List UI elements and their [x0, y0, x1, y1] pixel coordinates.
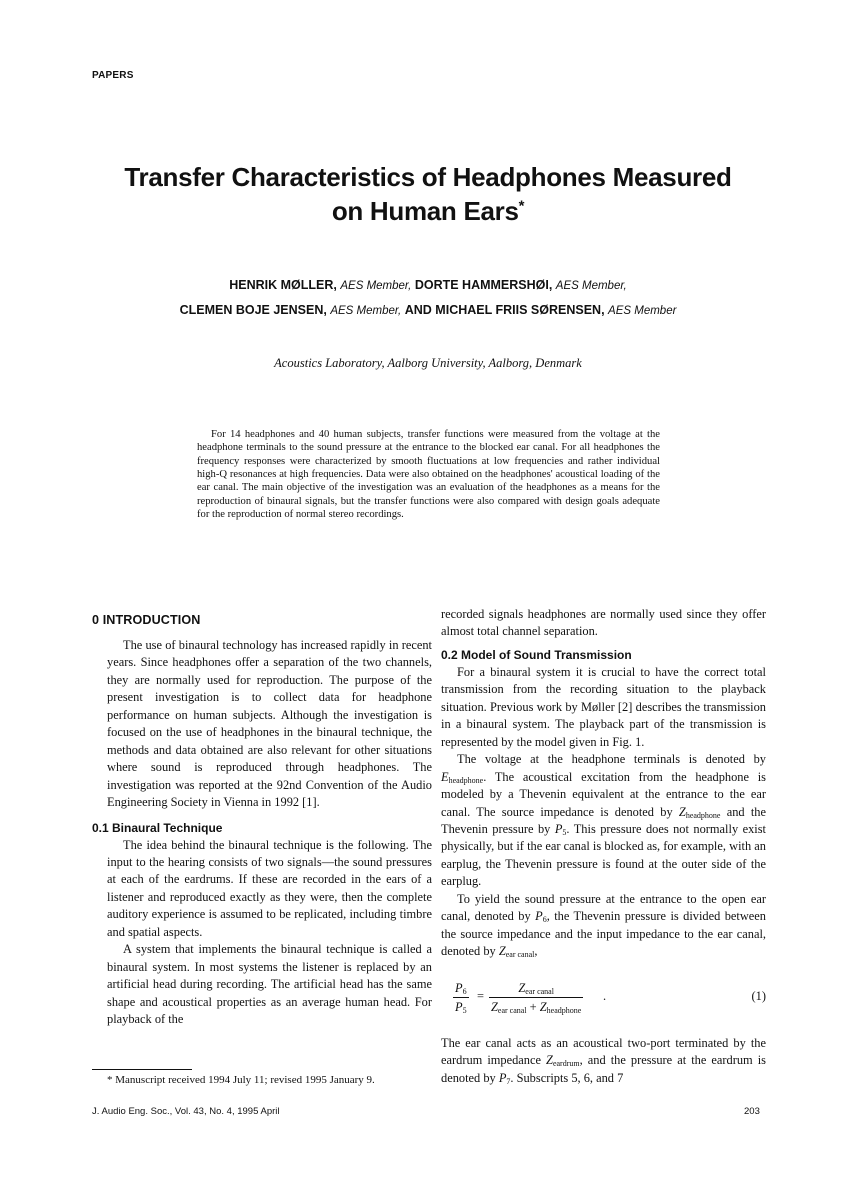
author-membership: AES Member,	[555, 280, 627, 292]
author-membership: AES Member	[608, 305, 677, 317]
paper-title	[60, 160, 796, 228]
math-Z: Z	[546, 1053, 553, 1068]
author-name: HENRIK MØLLER,	[229, 278, 337, 292]
equation-rhs-fraction: $Z_{ear canal}$ $Z_{ear canal} + Z_{headphone}$	[491, 980, 582, 1015]
journal-citation: J. Audio Eng. Soc., Vol. 43, No. 4, 1995 April	[92, 1106, 280, 1117]
math-E: E	[441, 769, 449, 784]
right-column	[441, 606, 766, 1087]
section-heading-introduction: 0 INTRODUCTION	[92, 613, 201, 627]
binaural-paragraph-2: A system that implements the binaural technique is called a binaural system. In most systems the listener is replaced by an artificial head during recording. The artificial head has the same shape and acoustical properties as an average human head. For playback of the	[107, 942, 432, 1027]
math-Z: Z	[678, 804, 686, 819]
equation-1	[441, 971, 766, 1025]
binaural-paragraph-1: The idea behind the binaural technique is the following. The input to the hearing consists of two signals—the sound pressures at each of the eardrums. If these are recorded in the ears of a listener and reproduced exactly as they were, then the complete auditory experience is assumed to be replicated, including timbre and spatial aspects.	[107, 837, 432, 939]
author-name: AND MICHAEL FRIIS SØRENSEN,	[404, 303, 605, 317]
intro-paragraph: The use of binaural technology has increased rapidly in recent years. Since headphones offer a separation of the two channels, they are normally used for reproduction. The purpose of the present investigation is to collect data for headphone performance on human subjects. Although the investigation is focused on the use of headphones in the binaural technique, the methods and data obtained are also relevant for other situations where sound is reproduced through headphones. The investigation was reported at the 92nd Convention of the Audio Engineering Society in Vienna in 1992 [1].	[107, 638, 432, 810]
author-membership: AES Member,	[330, 305, 402, 317]
title-line-2-text: on Human Ears	[331, 196, 519, 226]
section-label: PAPERS	[92, 70, 134, 81]
transmission-paragraph-1: For a binaural system it is crucial to have the correct total transmission from the recording situation to the playback situation. Previous work by Møller [2] describes the transmission in a binaural system. The playback part of the transmission is represented by the model given in Fig. 1.	[441, 664, 766, 749]
title-line-2	[60, 194, 796, 228]
math-P: P	[498, 1070, 507, 1085]
transmission-paragraph-4: The ear canal acts as an acoustical two-port terminated by the eardrum impedance $Z_{eardrum}$, and the pressure at the eardrum is denoted by $P_7$. Subscripts 5, 6, and 7	[441, 1035, 766, 1086]
transmission-paragraph-3: To yield the sound pressure at the entrance to the open ear canal, denoted by $P_6$, the Thevenin pressure is divided between the source impedance and the input impedance to the ear canal, denoted by $Z_{ear canal}$,	[441, 891, 766, 960]
equation-lhs-fraction: $\frac{P_6}{P_5}$	[455, 980, 467, 1015]
left-column	[92, 612, 432, 1029]
equation-period: .	[603, 988, 607, 1003]
section-heading-sound-transmission: 0.2 Model of Sound Transmission	[441, 647, 632, 662]
affiliation: Acoustics Laboratory, Aalborg University, Aalborg, Denmark	[274, 356, 582, 370]
equals-sign: =	[477, 988, 484, 1003]
author-name: CLEMEN BOJE JENSEN,	[179, 303, 327, 317]
continued-paragraph: recorded signals headphones are normally used since they offer almost total channel separation.	[441, 607, 766, 639]
section-heading-binaural-technique: 0.1 Binaural Technique	[92, 820, 223, 835]
authors-line-2	[60, 302, 796, 319]
author-membership: AES Member,	[340, 280, 412, 292]
equation-number: (1)	[751, 988, 766, 1003]
abstract: For 14 headphones and 40 human subjects, transfer functions were measured from the voltage at the headphone terminals to the sound pressure at the entrance to the blocked ear canal. For all headphones the frequency responses were characterized by smooth fluctuations at low frequencies and rather individual high-Q resonances at high frequencies. Data were also obtained on the headphones' acoustical loading of the ear canal. The main objective of the investigation was an evaluation of the headphones as a means for the reproduction of binaural signals, but the transfer functions were also compared with design goals adequate for the reproduction of normal stereo recordings.	[197, 429, 660, 521]
math-P: P	[554, 821, 563, 836]
transmission-paragraph-2: The voltage at the headphone terminals is denoted by $E_{headphone}$. The acoustical excitation from the headphone is modeled by a Thevenin equivalent at the entrance to the ear canal. The source impedance is denoted by $Z_{headphone}$ and the Thevenin pressure by $P_5$. This pressure does not normally exist physically, but if the ear canal is blocked as, for example, with an earplug, the Thevenin pressure is found at the outer side of the earplug.	[441, 752, 766, 889]
footnote-rule	[92, 1069, 192, 1070]
title-line-1: Transfer Characteristics of Headphones Measured	[124, 162, 732, 192]
math-Z: Z	[498, 944, 506, 959]
title-footnote-mark: *	[518, 197, 525, 215]
page-number: 203	[744, 1106, 760, 1117]
author-name: DORTE HAMMERSHØI,	[414, 278, 553, 292]
authors-line-1	[60, 277, 796, 294]
footnote: * Manuscript received 1994 July 11; revised 1995 January 9.	[107, 1074, 375, 1086]
math-P: P	[535, 909, 543, 924]
